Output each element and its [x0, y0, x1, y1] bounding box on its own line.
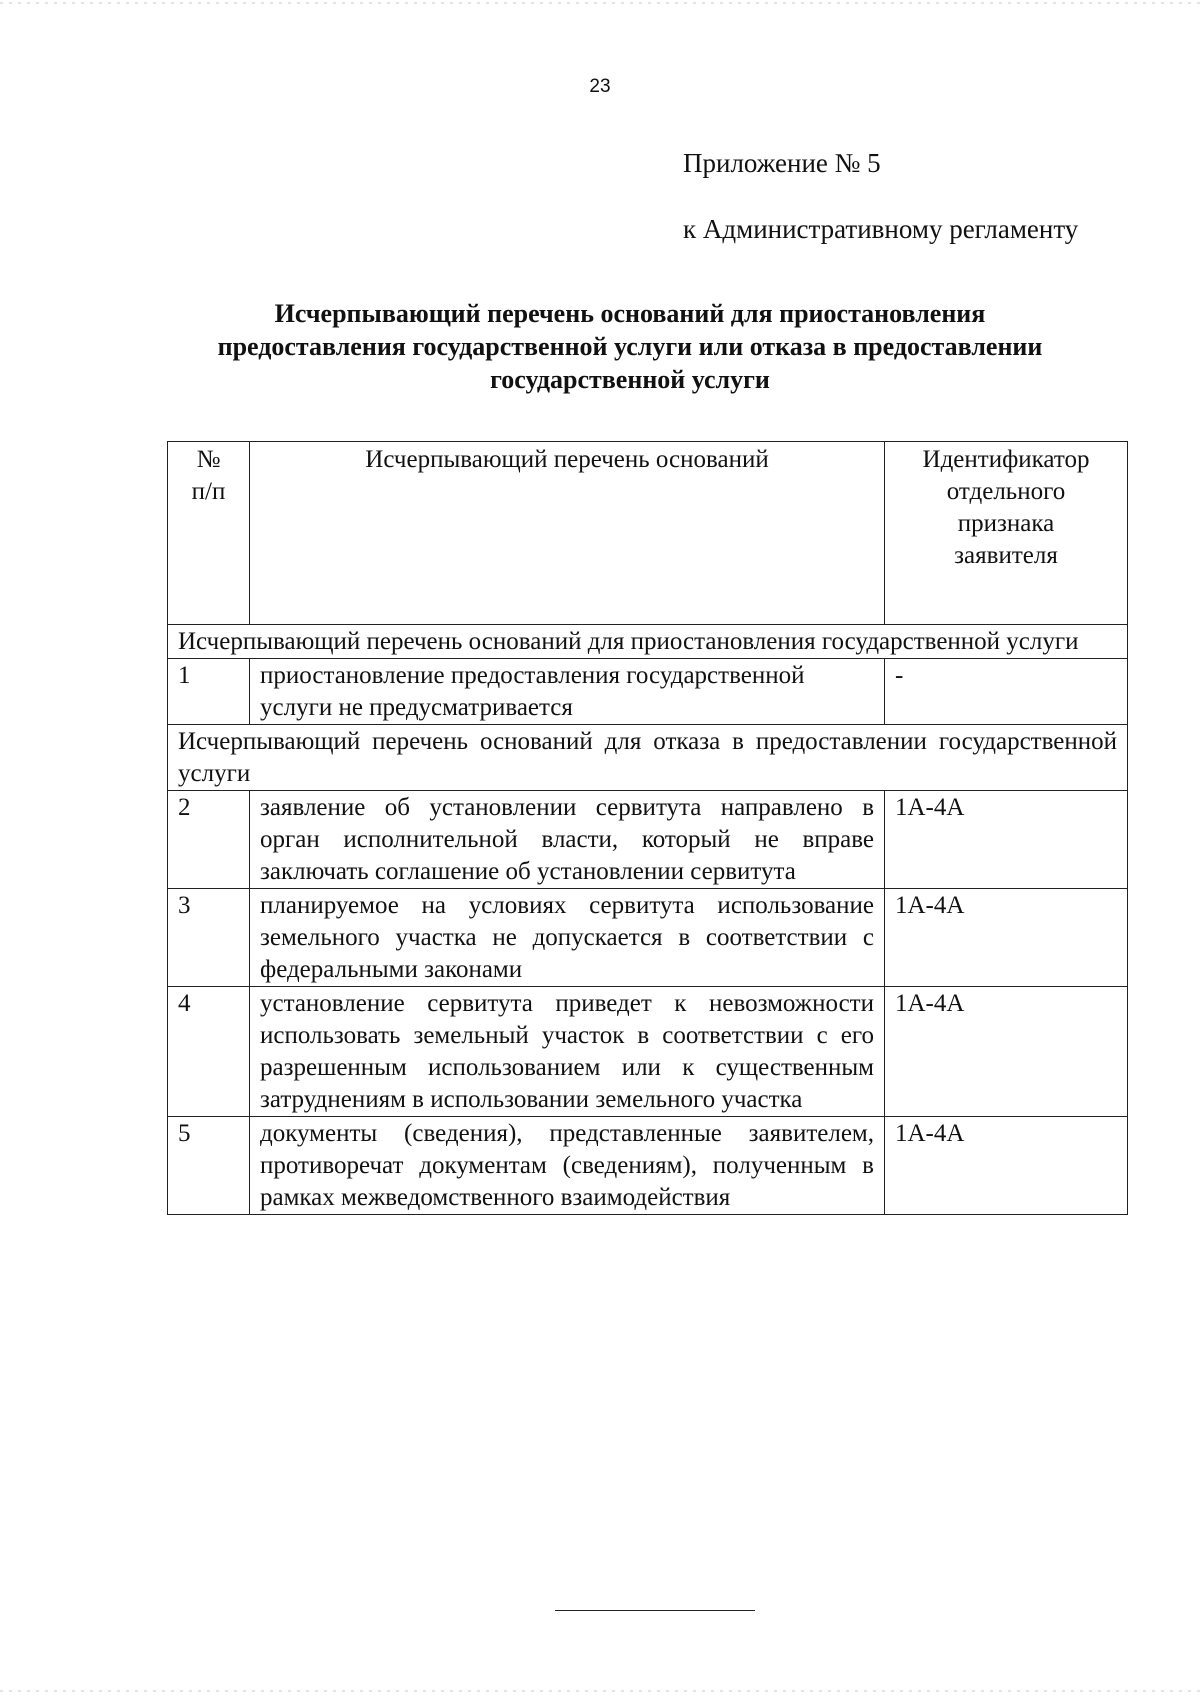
header-grounds: Исчерпывающий перечень оснований: [250, 442, 885, 625]
header-identifier: [885, 442, 1128, 625]
row-text: установление сервитута приведет к невозможности использовать земельный участок в соответствии с его разрешенным использованием или к существенным затруднениям в использовании земельного участка: [250, 987, 885, 1117]
row-identifier: 1А-4А: [885, 987, 1128, 1117]
row-number: 5: [168, 1117, 250, 1215]
row-text-content: приостановление предоставления государственной услуги не предусматривается: [260, 662, 805, 721]
section-title-suspension: Исчерпывающий перечень оснований для приостановления государственной услуги: [168, 625, 1128, 659]
header-num: [168, 442, 250, 625]
footer-divider: [555, 1610, 755, 1611]
table-row: [168, 659, 1128, 725]
document-title: [150, 297, 1110, 396]
page-number: 23: [589, 76, 611, 97]
row-text: планируемое на условиях сервитута использование земельного участка не допускается в соответствии с федеральными законами: [250, 889, 885, 987]
row-identifier: 1А-4А: [885, 889, 1128, 987]
header-num-label: № п/п: [191, 446, 226, 505]
row-text: документы (сведения), представленные заявителем, противоречат документам (сведениям), полученным в рамках межведомственного взаимодействия: [250, 1117, 885, 1215]
section-title-refusal: Исчерпывающий перечень оснований для отказа в предоставлении государственной услуги: [168, 725, 1128, 791]
row-number: 4: [168, 987, 250, 1117]
appendix-label: Приложение № 5: [683, 148, 881, 178]
table-row: [168, 1117, 1128, 1215]
section-row: [168, 625, 1128, 659]
row-number: 1: [168, 659, 250, 725]
section-row: [168, 725, 1128, 791]
row-number: 2: [168, 791, 250, 889]
header-identifier-label: Идентификатор отдельного признака заявителя: [922, 446, 1090, 569]
document-title-line: государственной услуги: [490, 365, 770, 394]
row-number: 3: [168, 889, 250, 987]
table-row: [168, 889, 1128, 987]
document-title-line: предоставления государственной услуги или отказа в предоставлении: [217, 332, 1043, 361]
row-text: заявление об установлении сервитута направлено в орган исполнительной власти, который не вправе заключать соглашение об установлении сервитута: [250, 791, 885, 889]
row-identifier: 1А-4А: [885, 1117, 1128, 1215]
table-row: [168, 791, 1128, 889]
document-title-line: Исчерпывающий перечень оснований для приостановления: [274, 299, 986, 328]
row-identifier: -: [885, 659, 1128, 725]
scan-edge-top: [0, 2, 1200, 4]
table-header-row: [168, 442, 1128, 625]
row-identifier: 1А-4А: [885, 791, 1128, 889]
grounds-table: [167, 441, 1128, 1215]
appendix-reference: к Административному регламенту: [683, 214, 1079, 244]
row-text: [250, 659, 885, 725]
scan-edge-bottom: [0, 1690, 1200, 1692]
table-row: [168, 987, 1128, 1117]
